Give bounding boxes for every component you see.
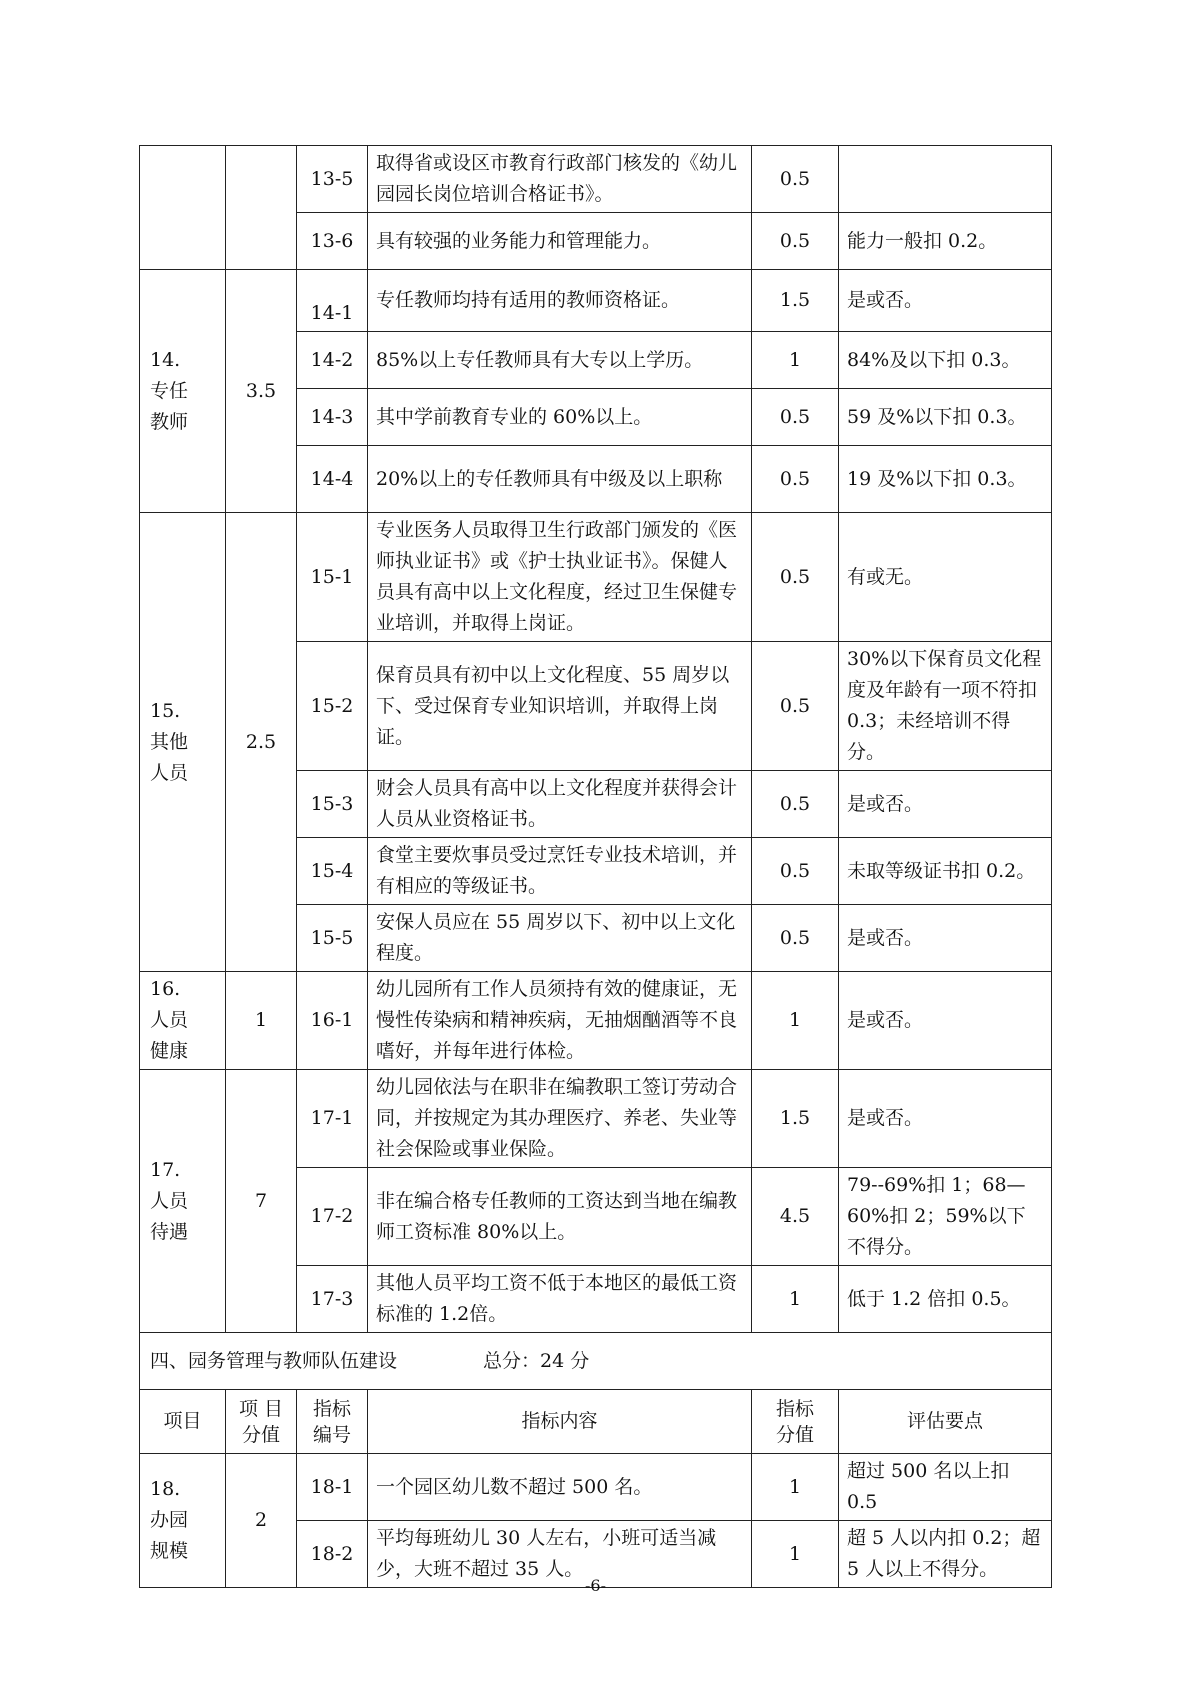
header-line: 项 目 xyxy=(238,1397,284,1420)
header-line: 指标 xyxy=(775,1397,814,1420)
indicator-score: 1 xyxy=(752,1454,839,1521)
indicator-content: 食堂主要炊事员受过烹饪专业技术培训，并有相应的等级证书。 xyxy=(368,838,752,905)
table-row xyxy=(140,1454,1052,1521)
evaluation-points: 超过 500 名以上扣 0.5 xyxy=(839,1454,1052,1521)
project-name xyxy=(140,1454,226,1588)
indicator-code: 13-6 xyxy=(297,213,368,270)
indicator-content: 具有较强的业务能力和管理能力。 xyxy=(368,213,752,270)
indicator-score: 0.5 xyxy=(752,905,839,972)
indicator-content: 安保人员应在 55 周岁以下、初中以上文化程度。 xyxy=(368,905,752,972)
indicator-score: 0.5 xyxy=(752,389,839,446)
project-title-line: 待遇 xyxy=(150,1220,189,1243)
indicator-score: 1.5 xyxy=(752,1070,839,1168)
evaluation-points: 能力一般扣 0.2。 xyxy=(839,213,1052,270)
header-project-score xyxy=(226,1390,297,1454)
evaluation-points: 低于 1.2 倍扣 0.5。 xyxy=(839,1266,1052,1333)
indicator-content: 非在编合格专任教师的工资达到当地在编教师工资标准 80%以上。 xyxy=(368,1168,752,1266)
indicator-score: 0.5 xyxy=(752,838,839,905)
evaluation-points: 79--69%扣 1；68—60%扣 2；59%以下不得分。 xyxy=(839,1168,1052,1266)
indicator-code: 18-2 xyxy=(297,1521,368,1588)
project-number: 16. xyxy=(150,978,181,1000)
evaluation-points: 84%及以下扣 0.3。 xyxy=(839,332,1052,389)
indicator-content: 专业医务人员取得卫生行政部门颁发的《医师执业证书》或《护士执业证书》。保健人员具有高中以上文化程度，经过卫生保健专业培训，并取得上岗证。 xyxy=(368,513,752,642)
project-score: 3.5 xyxy=(226,270,297,513)
header-indicator-score xyxy=(752,1390,839,1454)
evaluation-points: 30%以下保育员文化程度及年龄有一项不符扣 0.3；未经培训不得分。 xyxy=(839,642,1052,771)
header-points: 评估要点 xyxy=(839,1390,1052,1454)
project-title-line: 人员 xyxy=(150,761,189,784)
project-title-line: 人员 xyxy=(150,1189,189,1212)
project-name xyxy=(140,270,226,513)
indicator-score: 1 xyxy=(752,972,839,1070)
section-total: 总分：24 分 xyxy=(483,1349,590,1372)
section-heading xyxy=(140,1333,1052,1390)
indicator-code: 17-1 xyxy=(297,1070,368,1168)
indicator-content: 一个园区幼儿数不超过 500 名。 xyxy=(368,1454,752,1521)
section-row xyxy=(140,1333,1052,1390)
indicator-score: 0.5 xyxy=(752,146,839,213)
indicator-score: 1 xyxy=(752,332,839,389)
indicator-code: 14-3 xyxy=(297,389,368,446)
indicator-score: 0.5 xyxy=(752,771,839,838)
indicator-content: 专任教师均持有适用的教师资格证。 xyxy=(368,270,752,332)
table-row xyxy=(140,1070,1052,1168)
evaluation-points: 是或否。 xyxy=(839,771,1052,838)
indicator-code: 14-1 xyxy=(297,270,368,332)
indicator-code: 13-5 xyxy=(297,146,368,213)
indicator-content: 幼儿园所有工作人员须持有效的健康证，无慢性传染病和精神疾病，无抽烟酗酒等不良嗜好，并每年进行体检。 xyxy=(368,972,752,1070)
evaluation-points: 59 及%以下扣 0.3。 xyxy=(839,389,1052,446)
project-score: 7 xyxy=(226,1070,297,1333)
project-number: 17. xyxy=(150,1158,181,1181)
indicator-score: 1.5 xyxy=(752,270,839,332)
section-title: 四、园务管理与教师队伍建设 xyxy=(150,1349,398,1372)
project-title-line: 人员 xyxy=(150,1009,189,1031)
indicator-score: 4.5 xyxy=(752,1168,839,1266)
indicator-code: 15-2 xyxy=(297,642,368,771)
evaluation-table xyxy=(139,145,1052,1588)
project-score: 1 xyxy=(226,972,297,1070)
header-line: 指标 xyxy=(312,1397,351,1420)
evaluation-points: 是或否。 xyxy=(839,972,1052,1070)
project-score-cell-empty xyxy=(226,146,297,270)
evaluation-points: 未取等级证书扣 0.2。 xyxy=(839,838,1052,905)
indicator-code: 15-1 xyxy=(297,513,368,642)
indicator-score: 0.5 xyxy=(752,446,839,513)
table-row xyxy=(140,146,1052,213)
project-title-line: 规模 xyxy=(150,1540,189,1562)
project-number: 14. xyxy=(150,348,181,371)
indicator-content: 财会人员具有高中以上文化程度并获得会计人员从业资格证书。 xyxy=(368,771,752,838)
indicator-content: 幼儿园依法与在职非在编教职工签订劳动合同，并按规定为其办理医疗、养老、失业等社会保险或事业保险。 xyxy=(368,1070,752,1168)
evaluation-points xyxy=(839,146,1052,213)
header-line: 分值 xyxy=(775,1423,814,1446)
project-title-line: 专任 xyxy=(150,379,189,402)
project-title-line: 办园 xyxy=(150,1509,189,1531)
indicator-score: 1 xyxy=(752,1266,839,1333)
project-score: 2 xyxy=(226,1454,297,1588)
indicator-content: 保育员具有初中以上文化程度、55 周岁以下、受过保育专业知识培训，并取得上岗证。 xyxy=(368,642,752,771)
header-line: 分值 xyxy=(241,1423,280,1446)
project-score: 2.5 xyxy=(226,513,297,972)
project-title-line: 教师 xyxy=(150,410,189,433)
header-line: 编号 xyxy=(312,1423,351,1446)
indicator-code: 15-5 xyxy=(297,905,368,972)
header-content: 指标内容 xyxy=(368,1390,752,1454)
indicator-score: 1 xyxy=(752,1521,839,1588)
evaluation-points: 是或否。 xyxy=(839,270,1052,332)
page-number: -6- xyxy=(585,1576,606,1595)
indicator-content: 85%以上专任教师具有大专以上学历。 xyxy=(368,332,752,389)
indicator-code: 15-4 xyxy=(297,838,368,905)
table-row xyxy=(140,513,1052,642)
indicator-code: 15-3 xyxy=(297,771,368,838)
indicator-score: 0.5 xyxy=(752,213,839,270)
header-indicator-no xyxy=(297,1390,368,1454)
project-cell-empty xyxy=(140,146,226,270)
indicator-score: 0.5 xyxy=(752,642,839,771)
evaluation-points: 19 及%以下扣 0.3。 xyxy=(839,446,1052,513)
header-project: 项目 xyxy=(140,1390,226,1454)
project-name xyxy=(140,513,226,972)
indicator-code: 14-4 xyxy=(297,446,368,513)
indicator-content: 平均每班幼儿 30 人左右，小班可适当减少，大班不超过 35 人。 xyxy=(368,1521,752,1588)
evaluation-points: 是或否。 xyxy=(839,1070,1052,1168)
indicator-code: 16-1 xyxy=(297,972,368,1070)
indicator-code: 17-2 xyxy=(297,1168,368,1266)
table-row xyxy=(140,270,1052,332)
indicator-content: 20%以上的专任教师具有中级及以上职称 xyxy=(368,446,752,513)
project-title-line: 其他 xyxy=(150,730,189,753)
indicator-content: 其中学前教育专业的 60%以上。 xyxy=(368,389,752,446)
indicator-code: 14-2 xyxy=(297,332,368,389)
header-row xyxy=(140,1390,1052,1454)
indicator-score: 0.5 xyxy=(752,513,839,642)
project-number: 18. xyxy=(150,1478,181,1500)
indicator-content: 取得省或设区市教育行政部门核发的《幼儿园园长岗位培训合格证书》。 xyxy=(368,146,752,213)
indicator-code: 17-3 xyxy=(297,1266,368,1333)
evaluation-points: 有或无。 xyxy=(839,513,1052,642)
evaluation-points: 超 5 人以内扣 0.2；超 5 人以上不得分。 xyxy=(839,1521,1052,1588)
indicator-content: 其他人员平均工资不低于本地区的最低工资标准的 1.2倍。 xyxy=(368,1266,752,1333)
table-row xyxy=(140,972,1052,1070)
indicator-code: 18-1 xyxy=(297,1454,368,1521)
project-name xyxy=(140,1070,226,1333)
project-name xyxy=(140,972,226,1070)
project-number: 15. xyxy=(150,699,181,722)
project-title-line: 健康 xyxy=(150,1040,189,1062)
evaluation-points: 是或否。 xyxy=(839,905,1052,972)
